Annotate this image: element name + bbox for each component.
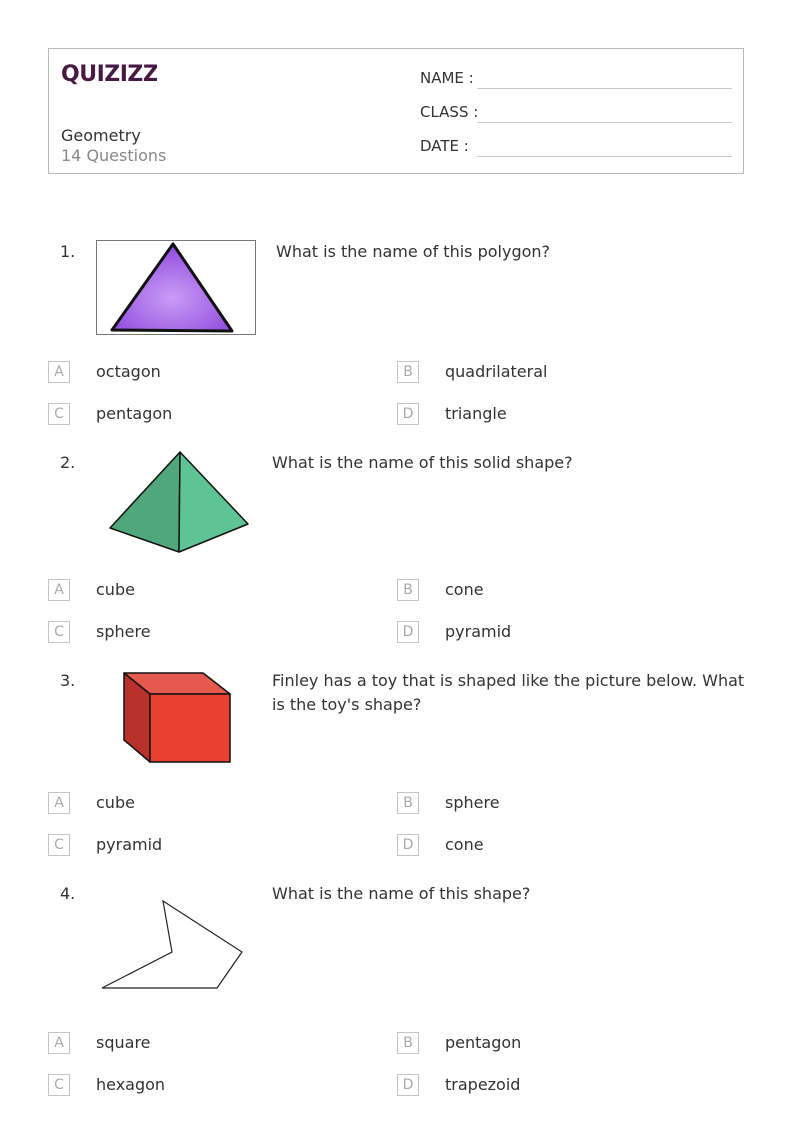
- option-text[interactable]: sphere: [445, 793, 500, 812]
- option-letter[interactable]: D: [397, 621, 419, 643]
- option-letter[interactable]: D: [397, 1074, 419, 1096]
- option-letter[interactable]: D: [397, 834, 419, 856]
- question-number: 3.: [60, 671, 76, 690]
- option-letter[interactable]: A: [48, 792, 70, 814]
- name-label: NAME :: [420, 69, 474, 87]
- svg-text:QUIZIZZ: QUIZIZZ: [61, 62, 157, 87]
- option-text[interactable]: sphere: [96, 622, 151, 641]
- option-letter[interactable]: A: [48, 1032, 70, 1054]
- option-letter[interactable]: B: [397, 579, 419, 601]
- worksheet-title: Geometry: [61, 126, 141, 145]
- pentagon-image: [96, 896, 248, 998]
- option-letter[interactable]: A: [48, 579, 70, 601]
- class-line[interactable]: [477, 122, 732, 123]
- worksheet-header: [48, 48, 744, 174]
- option-text[interactable]: pentagon: [445, 1033, 522, 1052]
- date-line[interactable]: [477, 156, 732, 157]
- quizizz-logo: [61, 59, 157, 91]
- option-text[interactable]: pyramid: [96, 835, 163, 854]
- question-text: Finley has a toy that is shaped like the picture below. What is the toy's shape?: [272, 671, 745, 714]
- option-text[interactable]: cube: [96, 580, 135, 599]
- option-text[interactable]: trapezoid: [445, 1075, 521, 1094]
- question-text: What is the name of this solid shape?: [272, 453, 573, 472]
- question-count: 14 Questions: [61, 146, 167, 165]
- triangle-image: [96, 240, 256, 339]
- option-text[interactable]: cone: [445, 835, 484, 854]
- name-line[interactable]: [477, 88, 732, 89]
- pyramid-image: [100, 448, 255, 560]
- option-letter[interactable]: C: [48, 403, 70, 425]
- option-letter[interactable]: A: [48, 361, 70, 383]
- option-text[interactable]: cube: [96, 793, 135, 812]
- option-text[interactable]: cone: [445, 580, 484, 599]
- option-letter[interactable]: C: [48, 621, 70, 643]
- option-text[interactable]: triangle: [445, 404, 507, 423]
- option-letter[interactable]: C: [48, 834, 70, 856]
- option-letter[interactable]: D: [397, 403, 419, 425]
- question-text: What is the name of this shape?: [272, 884, 531, 903]
- class-label: CLASS :: [420, 103, 479, 121]
- option-text[interactable]: octagon: [96, 362, 161, 381]
- question-number: 2.: [60, 453, 76, 472]
- option-text[interactable]: pentagon: [96, 404, 173, 423]
- question-number: 1.: [60, 242, 76, 261]
- question-text: What is the name of this polygon?: [276, 242, 551, 261]
- option-letter[interactable]: C: [48, 1074, 70, 1096]
- option-text[interactable]: square: [96, 1033, 151, 1052]
- option-letter[interactable]: B: [397, 361, 419, 383]
- date-label: DATE :: [420, 137, 469, 155]
- option-letter[interactable]: B: [397, 792, 419, 814]
- option-letter[interactable]: B: [397, 1032, 419, 1054]
- option-text[interactable]: pyramid: [445, 622, 512, 641]
- option-text[interactable]: hexagon: [96, 1075, 166, 1094]
- cube-image: [120, 670, 234, 770]
- question-number: 4.: [60, 884, 76, 903]
- option-text[interactable]: quadrilateral: [445, 362, 548, 381]
